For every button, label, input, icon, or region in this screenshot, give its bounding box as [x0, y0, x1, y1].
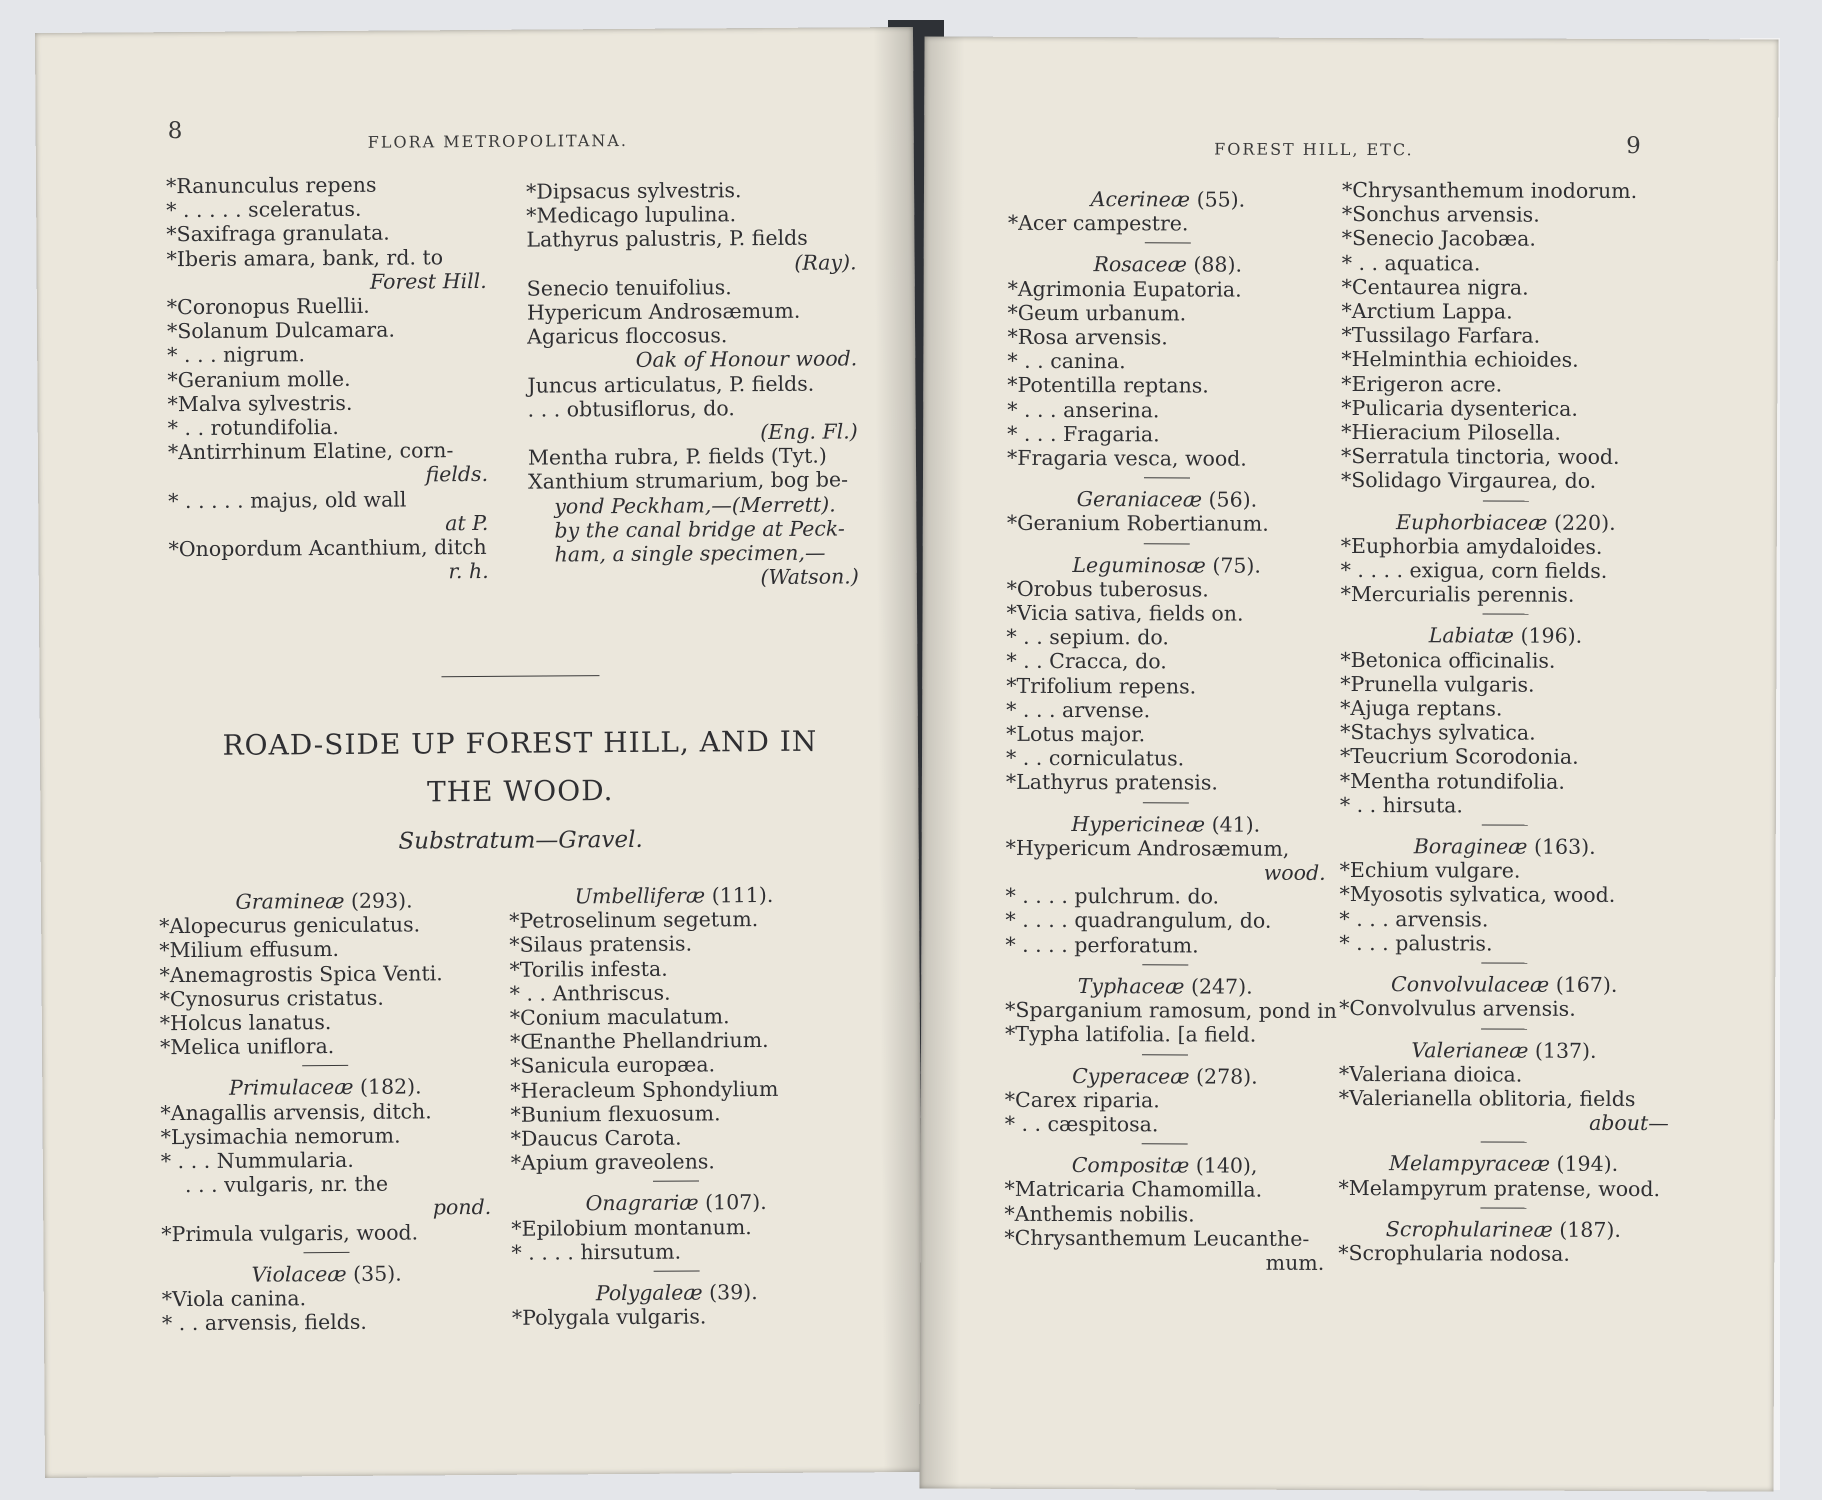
family-number: (163). — [1533, 834, 1596, 859]
list-item: *Centaurea nigra. — [1341, 274, 1529, 300]
list-item: Hypericum Androsæmum. — [526, 298, 801, 325]
family-number: (196). — [1520, 624, 1583, 649]
list-item: *Apium graveolens. — [510, 1149, 715, 1176]
family-number: (41). — [1211, 812, 1261, 837]
family-heading — [1341, 510, 1671, 535]
list-item: *Hypericum Androsæmum, — [1005, 835, 1290, 861]
list-item-continuation: (Ray). — [794, 249, 857, 275]
list-item: *Petroselinum segetum. — [509, 907, 759, 933]
list-item: *Convolvulus arvensis. — [1339, 996, 1576, 1022]
list-item: *Geranium molle. — [167, 366, 351, 392]
list-item: *Hieracium Pilosella. — [1341, 420, 1561, 445]
list-item: *Prunella vulgaris. — [1340, 671, 1535, 697]
list-item: *Polygala vulgaris. — [511, 1304, 707, 1331]
list-item-continuation: Oak of Honour wood. — [635, 346, 858, 373]
family-heading — [1338, 1217, 1668, 1242]
family-name: Leguminosæ — [1072, 552, 1206, 578]
family-divider — [1482, 825, 1528, 826]
family-heading — [162, 1261, 492, 1288]
list-item: *Dipsacus sylvestris. — [526, 178, 742, 204]
list-item: *Sonchus arvensis. — [1341, 202, 1540, 227]
list-item: *Bunium flexuosum. — [510, 1101, 721, 1127]
list-item: *Iberis amara, bank, rd. to — [166, 244, 444, 271]
family-name: Onagrariæ — [585, 1190, 699, 1216]
family-number: (88). — [1193, 252, 1243, 278]
page-number: 8 — [167, 118, 183, 145]
list-item: *Chrysanthemum inodorum. — [1341, 177, 1638, 204]
list-item: *Melampyrum pratense, wood. — [1338, 1175, 1661, 1201]
list-item: *Geum urbanum. — [1007, 300, 1187, 326]
family-name: Umbelliferæ — [574, 883, 706, 909]
list-item: *Mercurialis perennis. — [1340, 582, 1575, 608]
list-item: *Lysimachia nemorum. — [160, 1123, 401, 1150]
list-item: *Torilis infesta. — [509, 956, 668, 982]
list-item: *Euphorbia amydaloides. — [1340, 533, 1603, 559]
list-item-continuation: (Eng. Fl.) — [760, 419, 858, 445]
list-item: *Solanum Dulcamara. — [166, 317, 396, 344]
family-heading — [511, 1190, 841, 1217]
list-item: * . . . Nummularia. — [160, 1147, 354, 1174]
family-number: (137). — [1534, 1038, 1597, 1063]
list-item: * . . . . quadrangulum, do. — [1005, 908, 1272, 934]
top-column-1 — [166, 172, 489, 586]
list-item: *Malva sylvestris. — [167, 390, 353, 416]
list-item: *Conium maculatum. — [509, 1004, 730, 1030]
family-name: Gramineæ — [235, 888, 345, 914]
list-item: *Mentha rotundifolia. — [1339, 768, 1565, 794]
list-item: * . . . arvensis. — [1339, 906, 1489, 932]
list-item: *Onopordum Acanthium, ditch — [168, 534, 487, 562]
family-heading — [1340, 623, 1670, 648]
family-name: Geraniaceæ — [1076, 487, 1203, 512]
family-divider — [1483, 614, 1529, 615]
family-divider — [1483, 500, 1529, 501]
family-heading — [1340, 834, 1670, 859]
list-item: *Sparganium ramosum, pond in — [1005, 997, 1337, 1024]
list-item: *Ranunculus repens — [165, 172, 377, 199]
family-name: Boragineæ — [1413, 834, 1528, 859]
family-heading — [1005, 1153, 1325, 1178]
list-item: *Epilobium montanum. — [511, 1214, 752, 1241]
list-item: *Anemagrostis Spica Venti. — [159, 960, 443, 987]
list-item: *Vicia sativa, fields on. — [1006, 600, 1244, 626]
page-gutter-shadow — [919, 37, 964, 1489]
list-item-continuation: yond Peckham,—(Merrett). — [554, 492, 836, 519]
top-column-2 — [526, 177, 859, 591]
list-item: * . . . . exigua, corn fields. — [1340, 558, 1608, 583]
list-item: *Tussilago Farfara. — [1341, 323, 1541, 348]
family-number: (140), — [1195, 1153, 1258, 1178]
list-item: *Valeriana dioica. — [1338, 1061, 1523, 1087]
list-item: *Senecio Jacobæa. — [1341, 226, 1536, 252]
right-column-1 — [1004, 187, 1337, 1275]
family-divider — [1481, 1028, 1527, 1029]
list-item: * . . . . perforatum. — [1005, 932, 1199, 958]
list-item: * . . Anthriscus. — [509, 980, 671, 1006]
family-name: Hypericineæ — [1071, 811, 1206, 837]
family-number: (56). — [1208, 487, 1258, 512]
list-item: *Geranium Robertianum. — [1006, 511, 1269, 537]
family-heading — [1006, 811, 1326, 836]
left-page — [35, 27, 923, 1478]
family-heading — [1005, 1063, 1325, 1088]
family-name: Compositæ — [1071, 1153, 1190, 1178]
list-item: * . . . . hirsutum. — [511, 1239, 682, 1265]
family-divider — [1142, 1143, 1188, 1144]
list-item: *Arctium Lappa. — [1341, 298, 1513, 324]
list-item: *Ajuga reptans. — [1340, 696, 1503, 721]
list-item: *Melica uniflora. — [159, 1034, 335, 1060]
family-divider — [1481, 1142, 1527, 1143]
list-item: *Teucrium Scorodonia. — [1339, 744, 1579, 770]
list-item-continuation: about— — [1589, 1110, 1669, 1136]
family-heading — [1007, 552, 1327, 577]
list-item: *Milium effusum. — [159, 937, 340, 963]
list-item: * . . hirsuta. — [1339, 792, 1463, 818]
list-item: *Orobus tuberosus. — [1006, 576, 1209, 602]
family-divider — [654, 1271, 700, 1272]
family-name: Valerianeæ — [1411, 1037, 1529, 1063]
list-item: *Carex riparia. — [1004, 1087, 1160, 1113]
family-number: (75). — [1212, 553, 1262, 578]
family-divider — [653, 1181, 699, 1182]
substratum-subheading: Substratum—Gravel. — [398, 826, 643, 855]
list-item-continuation: fields. — [425, 462, 489, 487]
list-item: *Pulicaria dysenterica. — [1341, 395, 1578, 421]
family-name: Scrophularineæ — [1385, 1216, 1553, 1242]
section-heading — [200, 717, 841, 817]
list-item: * . . Cracca, do. — [1006, 649, 1167, 674]
family-divider — [1142, 1054, 1188, 1055]
list-item-continuation: Forest Hill. — [369, 268, 487, 294]
family-number: (293). — [350, 888, 413, 913]
section-heading-line-2: THE WOOD. — [426, 774, 614, 809]
list-item: Juncus articulatus, P. fields. — [527, 371, 815, 398]
list-item: *Lathyrus pratensis. — [1005, 770, 1218, 796]
list-item: * . . arvensis, fields. — [161, 1310, 367, 1336]
family-divider — [1480, 1207, 1526, 1208]
family-heading — [1339, 1037, 1669, 1062]
list-item: Xanthium strumarium, bog be- — [528, 467, 849, 495]
family-number: (194). — [1556, 1152, 1619, 1177]
list-item: * . . cæspitosa. — [1004, 1111, 1159, 1137]
list-item: * . . . anserina. — [1007, 397, 1160, 422]
list-item: *Anthemis nobilis. — [1004, 1201, 1195, 1226]
family-name: Polygaleæ — [595, 1280, 703, 1306]
list-item: *Stachys sylvatica. — [1340, 720, 1536, 745]
running-head: FOREST HILL, ETC. — [1214, 139, 1414, 160]
family-name: Typhaceæ — [1077, 973, 1185, 999]
family-heading — [1008, 252, 1328, 277]
family-number: (39). — [709, 1280, 758, 1305]
list-item: . . . vulgaris, nr. the — [184, 1171, 389, 1198]
list-item: *Serratula tinctoria, wood. — [1341, 444, 1620, 470]
list-item: *Acer campestre. — [1007, 211, 1189, 236]
list-item: *Fragaria vesca, wood. — [1007, 445, 1247, 471]
list-item: * . . . Fragaria. — [1007, 421, 1160, 447]
family-divider — [1144, 478, 1190, 479]
list-item: Lathyrus palustris, P. fields — [526, 226, 808, 253]
list-item: Mentha rubra, P. fields (Tyt.) — [527, 443, 827, 470]
list-item: *Erigeron acre. — [1341, 371, 1503, 397]
family-number: (107). — [705, 1190, 767, 1215]
list-item: *Anagallis arvensis, ditch. — [160, 1098, 432, 1125]
list-item-continuation: wood. — [1263, 860, 1326, 885]
list-item: *Typha latifolia. [a field. — [1005, 1022, 1257, 1047]
list-item: * . . . arvense. — [1006, 697, 1151, 723]
family-number: (278). — [1196, 1063, 1258, 1089]
family-divider — [302, 1065, 348, 1066]
family-name: Primulaceæ — [228, 1075, 354, 1101]
family-number: (167). — [1555, 972, 1618, 998]
bottom-column-1 — [159, 888, 492, 1336]
family-name: Melampyraceæ — [1389, 1151, 1551, 1177]
list-item: *Potentilla reptans. — [1007, 373, 1209, 398]
list-item: *Holcus lanatus. — [159, 1010, 332, 1036]
list-item: *Saxifraga granulata. — [166, 221, 390, 247]
list-item: *Coronopus Ruellii. — [166, 293, 370, 320]
family-heading — [509, 882, 839, 909]
family-name: Convolvulaceæ — [1391, 972, 1550, 997]
list-item: * . . canina. — [1007, 349, 1126, 374]
family-divider — [1145, 243, 1191, 244]
list-item: *Agrimonia Eupatoria. — [1007, 276, 1242, 302]
list-item: . . . obtusiflorus, do. — [527, 396, 735, 422]
list-item: *Daucus Carota. — [510, 1125, 682, 1151]
family-heading — [512, 1280, 842, 1307]
family-heading — [1339, 972, 1669, 997]
list-item: *Silaus pratensis. — [509, 931, 693, 958]
family-heading — [1339, 1151, 1669, 1176]
list-item: *Echium vulgare. — [1339, 858, 1521, 883]
list-item: * . . aquatica. — [1341, 250, 1481, 276]
family-name: Euphorbiaceæ — [1396, 509, 1548, 535]
family-name: Labiatæ — [1428, 623, 1515, 649]
list-item: *Primula vulgaris, wood. — [161, 1220, 419, 1246]
family-divider — [1481, 963, 1527, 964]
list-item-continuation: mum. — [1265, 1250, 1325, 1275]
family-number: (111). — [711, 882, 774, 908]
list-item: * . . . nigrum. — [167, 342, 306, 368]
list-item: *Sanicula europæa. — [510, 1052, 716, 1079]
family-divider — [1143, 802, 1189, 803]
list-item-continuation: r. h. — [448, 559, 489, 584]
family-heading — [1008, 187, 1328, 212]
list-item: *Medicago lupulina. — [526, 202, 737, 228]
list-item: *Antirrhinum Elatine, corn- — [167, 438, 454, 465]
family-heading — [160, 1074, 490, 1101]
list-item: * . . sepium. do. — [1006, 625, 1169, 650]
family-number: (220). — [1553, 510, 1616, 535]
list-item: *Matricaria Chamomilla. — [1004, 1177, 1263, 1203]
section-divider — [441, 675, 599, 677]
family-number: (187). — [1559, 1217, 1621, 1242]
family-number: (247). — [1190, 974, 1253, 999]
list-item-continuation: pond. — [432, 1195, 492, 1220]
list-item: *Heracleum Sphondylium — [510, 1076, 779, 1103]
list-item: Senecio tenuifolius. — [526, 275, 732, 301]
list-item: Agaricus floccosus. — [527, 323, 728, 349]
family-divider — [303, 1252, 349, 1253]
page-number: 9 — [1626, 132, 1641, 160]
list-item: *Betonica officinalis. — [1340, 647, 1556, 673]
family-name: Acerineæ — [1090, 187, 1191, 212]
right-page — [919, 37, 1778, 1492]
bottom-column-2 — [509, 882, 842, 1330]
list-item: *Trifolium repens. — [1006, 673, 1197, 699]
list-item: *Scrophularia nodosa. — [1338, 1240, 1570, 1266]
list-item: * . . . . . majus, old wall — [168, 487, 407, 513]
family-name: Violaceæ — [251, 1261, 347, 1287]
list-item: *Alopecurus geniculatus. — [159, 912, 421, 939]
list-item: *Viola canina. — [161, 1286, 307, 1312]
list-item: * . . rotundifolia. — [167, 415, 339, 441]
family-number: (182). — [359, 1074, 422, 1100]
list-item: * . . . palustris. — [1339, 930, 1493, 956]
list-item: *Myosotis sylvatica, wood. — [1339, 882, 1616, 908]
family-heading — [1005, 974, 1325, 999]
list-item: * . . . . pulchrum. do. — [1005, 884, 1220, 909]
family-name: Rosaceæ — [1093, 252, 1187, 277]
list-item-continuation: at P. — [445, 510, 489, 536]
family-number: (35). — [353, 1261, 402, 1286]
family-name: Cyperaceæ — [1072, 1063, 1190, 1088]
list-item: *Helminthia echioides. — [1341, 347, 1579, 373]
family-heading — [1007, 487, 1327, 512]
list-item: *Chrysanthemum Leucanthe- — [1004, 1225, 1310, 1251]
list-item: *Lotus major. — [1006, 721, 1146, 747]
list-item: *Solidago Virgaurea, do. — [1340, 468, 1597, 494]
family-number: (55). — [1196, 187, 1246, 212]
family-divider — [1142, 964, 1188, 965]
running-head: FLORA METROPOLITANA. — [367, 130, 629, 152]
section-heading-line-1: ROAD-SIDE UP FOREST HILL, AND IN — [222, 724, 818, 762]
list-item-continuation: ham, a single specimen,— — [554, 540, 826, 567]
list-item: * . . . . . sceleratus. — [166, 197, 362, 223]
list-item: *Œnanthe Phellandrium. — [509, 1028, 769, 1055]
list-item: *Cynosurus cristatus. — [159, 985, 384, 1012]
list-item: *Valerianella oblitoria, fields — [1338, 1085, 1636, 1111]
list-item-continuation: (Watson.) — [760, 564, 859, 590]
list-item-continuation: by the canal bridge at Peck- — [554, 516, 845, 543]
list-item: * . . corniculatus. — [1005, 746, 1185, 771]
family-heading — [159, 888, 489, 915]
family-divider — [1144, 543, 1190, 544]
list-item: *Rosa arvensis. — [1007, 324, 1168, 350]
right-column-2 — [1338, 178, 1672, 1266]
